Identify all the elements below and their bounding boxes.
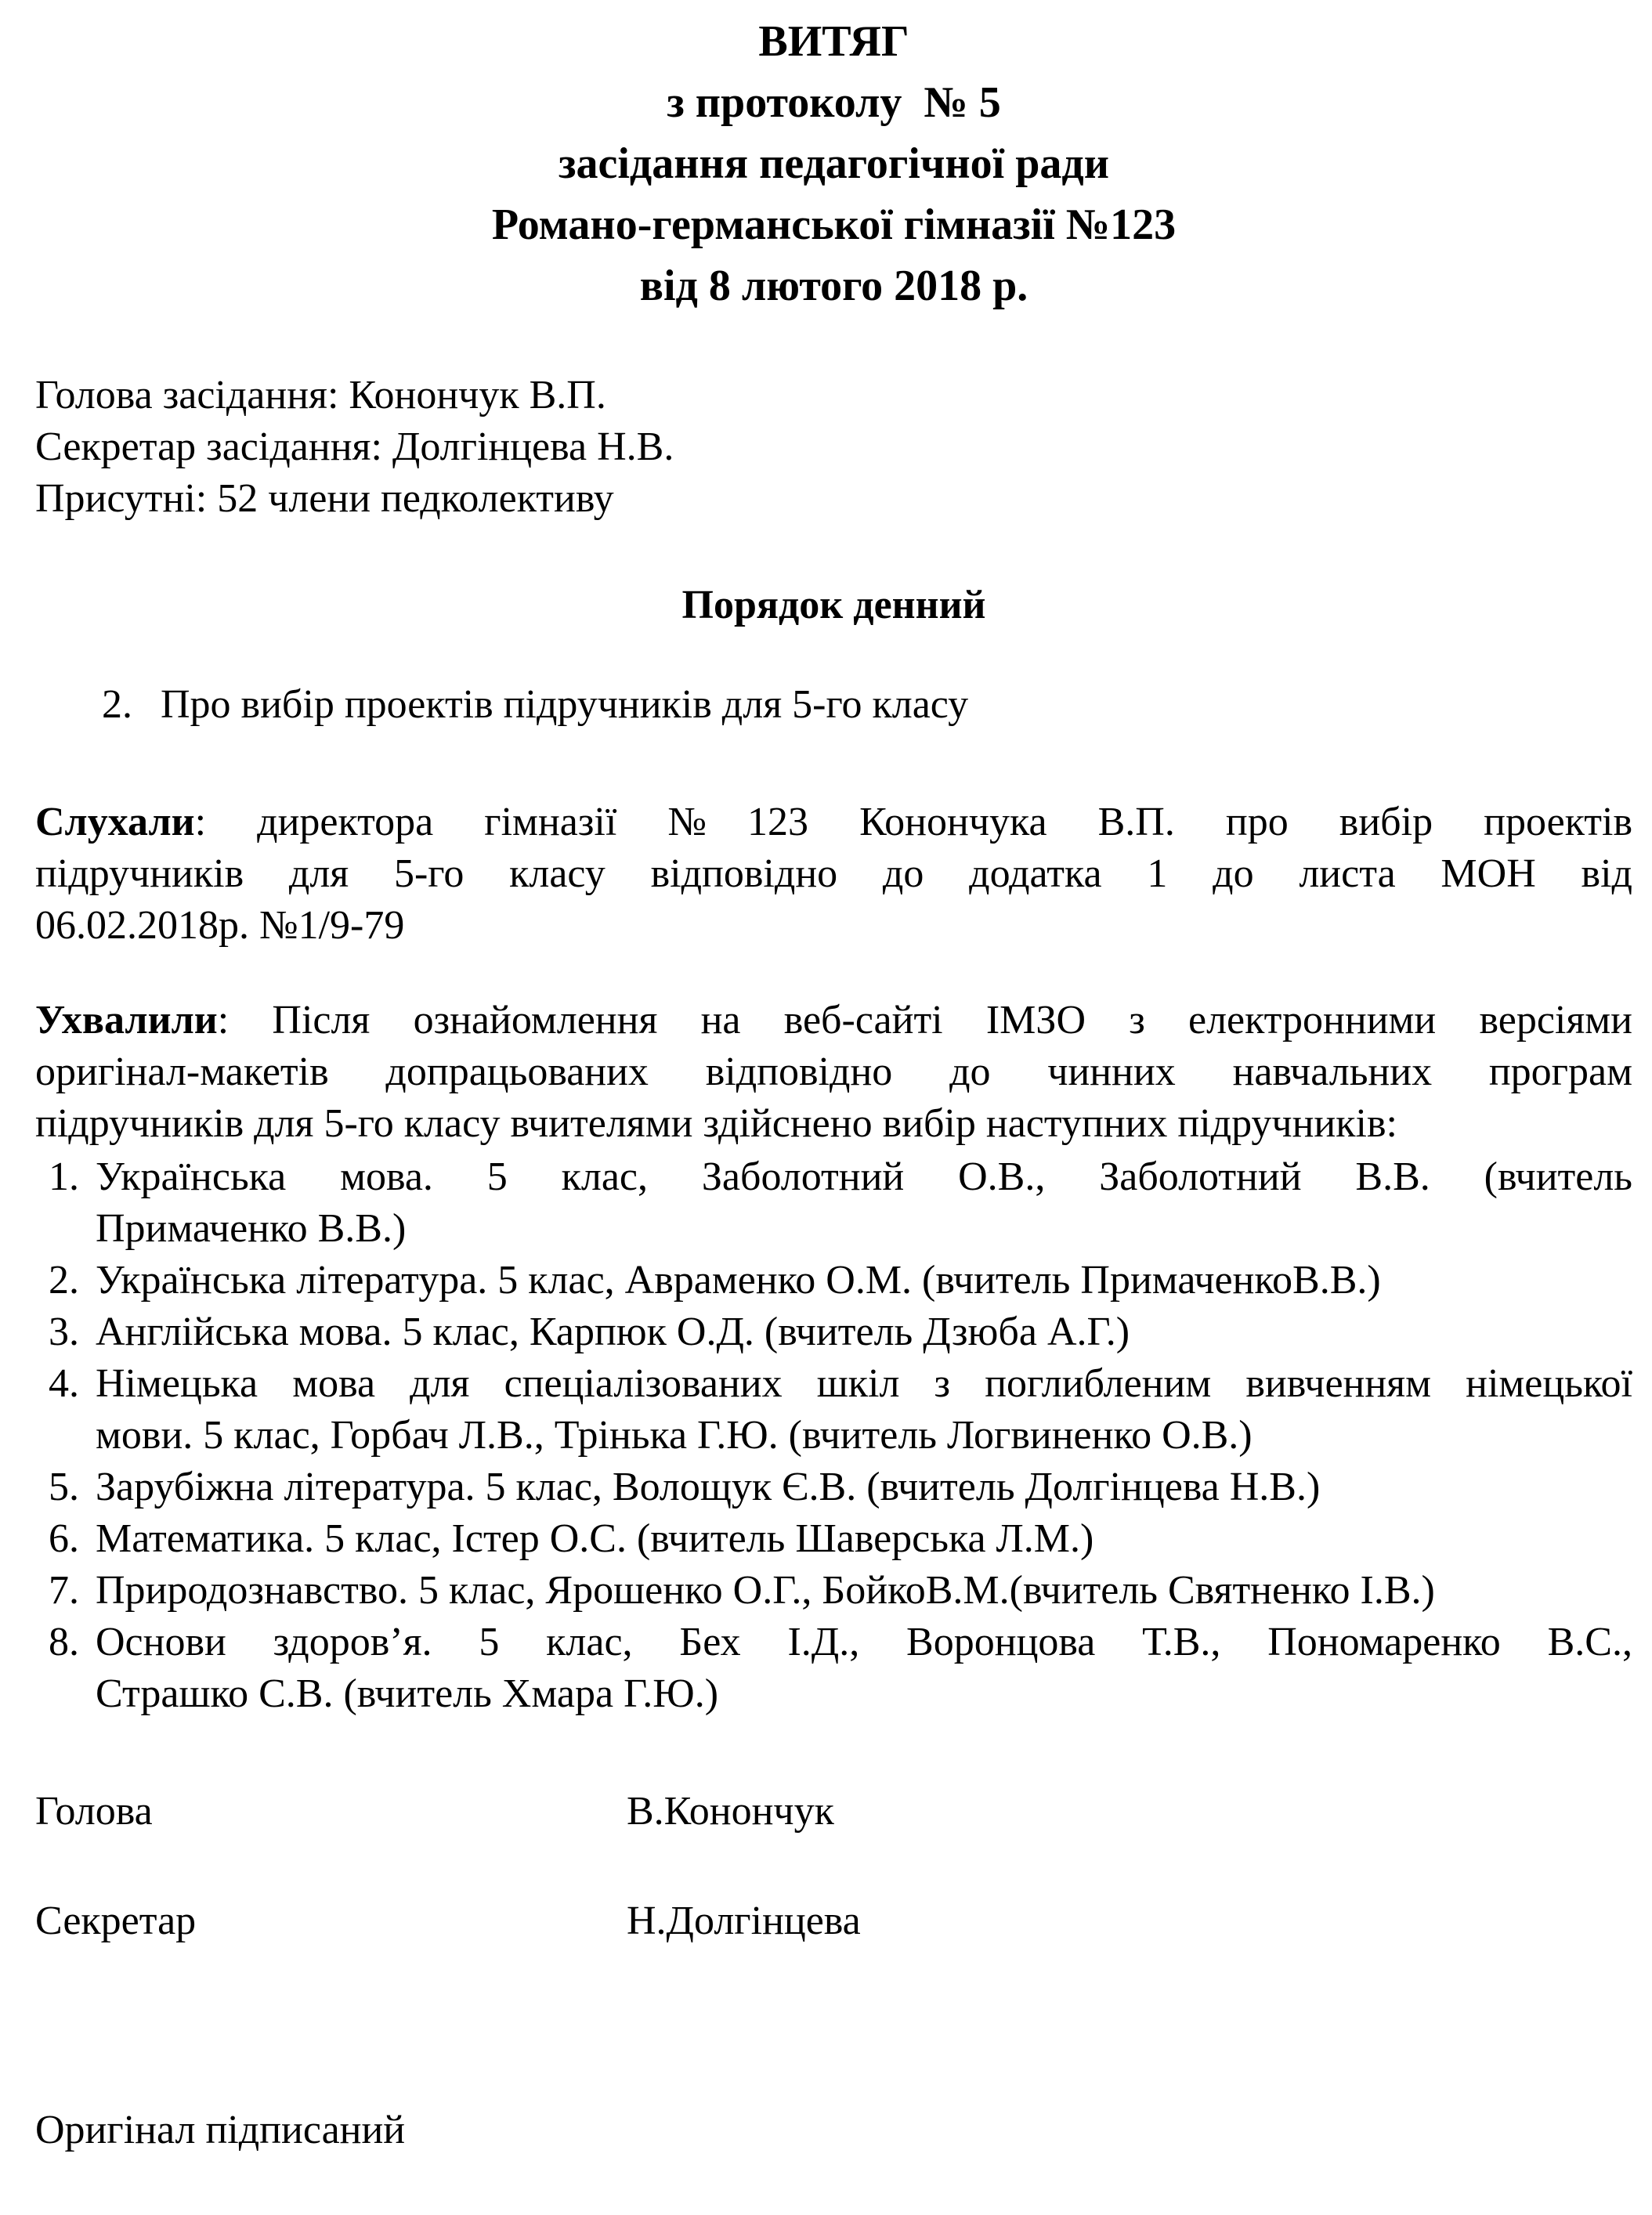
meeting-type-line: засідання педагогічної ради	[558, 139, 1109, 188]
heard-line-3: 06.02.2018р. №1/9-79	[35, 903, 405, 948]
list-item	[35, 1151, 1632, 1255]
list-item	[35, 1306, 1632, 1358]
list-item-text: Математика. 5 клас, Істер О.С. (вчитель Шаверська Л.М.)	[96, 1516, 1094, 1561]
list-item	[35, 1565, 1632, 1617]
meeting-meta	[35, 370, 1632, 525]
list-item-number: 7.	[49, 1568, 79, 1613]
heard-line-1	[35, 797, 1632, 848]
heard-paragraph	[35, 797, 1632, 952]
agenda-item-number: 2.	[102, 682, 132, 727]
signature-row-chairman	[35, 1786, 1632, 1837]
resolved-line-2: оригінал-макетів допрацьованих відповідно до чинних навчальних програм	[35, 1050, 1632, 1094]
date-line: від 8 лютого 2018 р.	[639, 262, 1028, 310]
textbook-list	[35, 1151, 1632, 1720]
meta-chairman: Голова засідання: Конончук В.П.	[35, 373, 606, 417]
list-item	[35, 1358, 1632, 1462]
institution-line: Романо-германської гімназії №123	[491, 201, 1177, 249]
list-item	[35, 1617, 1632, 1720]
protocol-number-line: з протоколу № 5	[667, 78, 1001, 127]
signature-title: Секретар	[35, 1899, 197, 1943]
list-item-number: 1.	[49, 1154, 79, 1199]
document-header	[35, 11, 1632, 316]
list-item-text: Англійська мова. 5 клас, Карпюк О.Д. (вчитель Дзюба А.Г.)	[96, 1310, 1130, 1354]
document-title: ВИТЯГ	[758, 17, 909, 66]
agenda-item-text: Про вибір проектів підручників для 5-го класу	[161, 682, 969, 727]
list-item-number: 8.	[49, 1620, 79, 1664]
heard-line-2: підручників для 5-го класу відповідно до додатка 1 до листа МОН від	[35, 851, 1632, 896]
list-item-number: 6.	[49, 1516, 79, 1561]
signature-name: Н.Долгінцева	[627, 1899, 861, 1943]
resolved-line-3: підручників для 5-го класу вчителями здійснено вибір наступних підручників:	[35, 1101, 1397, 1146]
list-item-number: 4.	[49, 1361, 79, 1406]
resolved-line-1-rest: : Після ознайомлення на веб-сайті ІМЗО з електронними версіями	[217, 998, 1632, 1042]
list-item-text: Українська література. 5 клас, Авраменко О.М. (вчитель ПримаченкоВ.В.)	[96, 1258, 1381, 1303]
list-item-text: Зарубіжна література. 5 клас, Волощук Є.В. (вчитель Долгінцева Н.В.)	[96, 1465, 1321, 1509]
original-signed-note: Оригінал підписаний	[35, 2108, 406, 2152]
heard-line-1-rest: : директора гімназії №123 Конончука В.П. про вибір проектів	[194, 800, 1632, 844]
list-item-number: 5.	[49, 1465, 79, 1509]
list-item-text: Примаченко В.В.)	[96, 1206, 407, 1251]
resolved-lead: Ухвалили	[35, 998, 218, 1042]
list-item-text: Українська мова. 5 клас, Заболотний О.В., Заболотний В.В. (вчитель	[96, 1154, 1632, 1199]
list-item	[35, 1255, 1632, 1306]
signature-name: В.Конончук	[627, 1789, 834, 1834]
resolved-line-1	[35, 995, 1632, 1046]
agenda-heading: Порядок денний	[681, 583, 986, 627]
meta-attendees: Присутні: 52 члени педколективу	[35, 476, 614, 521]
signature-row-secretary	[35, 1895, 1632, 1947]
heard-lead: Слухали	[35, 800, 195, 844]
list-item-text: Основи здоров’я. 5 клас, Бех І.Д., Воронцова Т.В., Пономаренко В.С.,	[96, 1620, 1632, 1664]
meta-secretary: Секретар засідання: Долгінцева Н.В.	[35, 425, 674, 469]
agenda-item	[35, 679, 1632, 731]
list-item-text: Німецька мова для спеціалізованих шкіл з поглибленим вивченням німецької	[96, 1361, 1632, 1406]
signature-title: Голова	[35, 1789, 153, 1834]
list-item	[35, 1462, 1632, 1513]
list-item-text: Страшко С.В. (вчитель Хмара Г.Ю.)	[96, 1671, 719, 1716]
list-item-number: 2.	[49, 1258, 79, 1303]
list-item-text: Природознавство. 5 клас, Ярошенко О.Г., БойкоВ.М.(вчитель Святненко І.В.)	[96, 1568, 1435, 1613]
resolved-paragraph	[35, 995, 1632, 1150]
list-item-text: мови. 5 клас, Горбач Л.В., Трінька Г.Ю. (вчитель Логвиненко О.В.)	[96, 1413, 1253, 1458]
list-item	[35, 1513, 1632, 1565]
list-item-number: 3.	[49, 1310, 79, 1354]
